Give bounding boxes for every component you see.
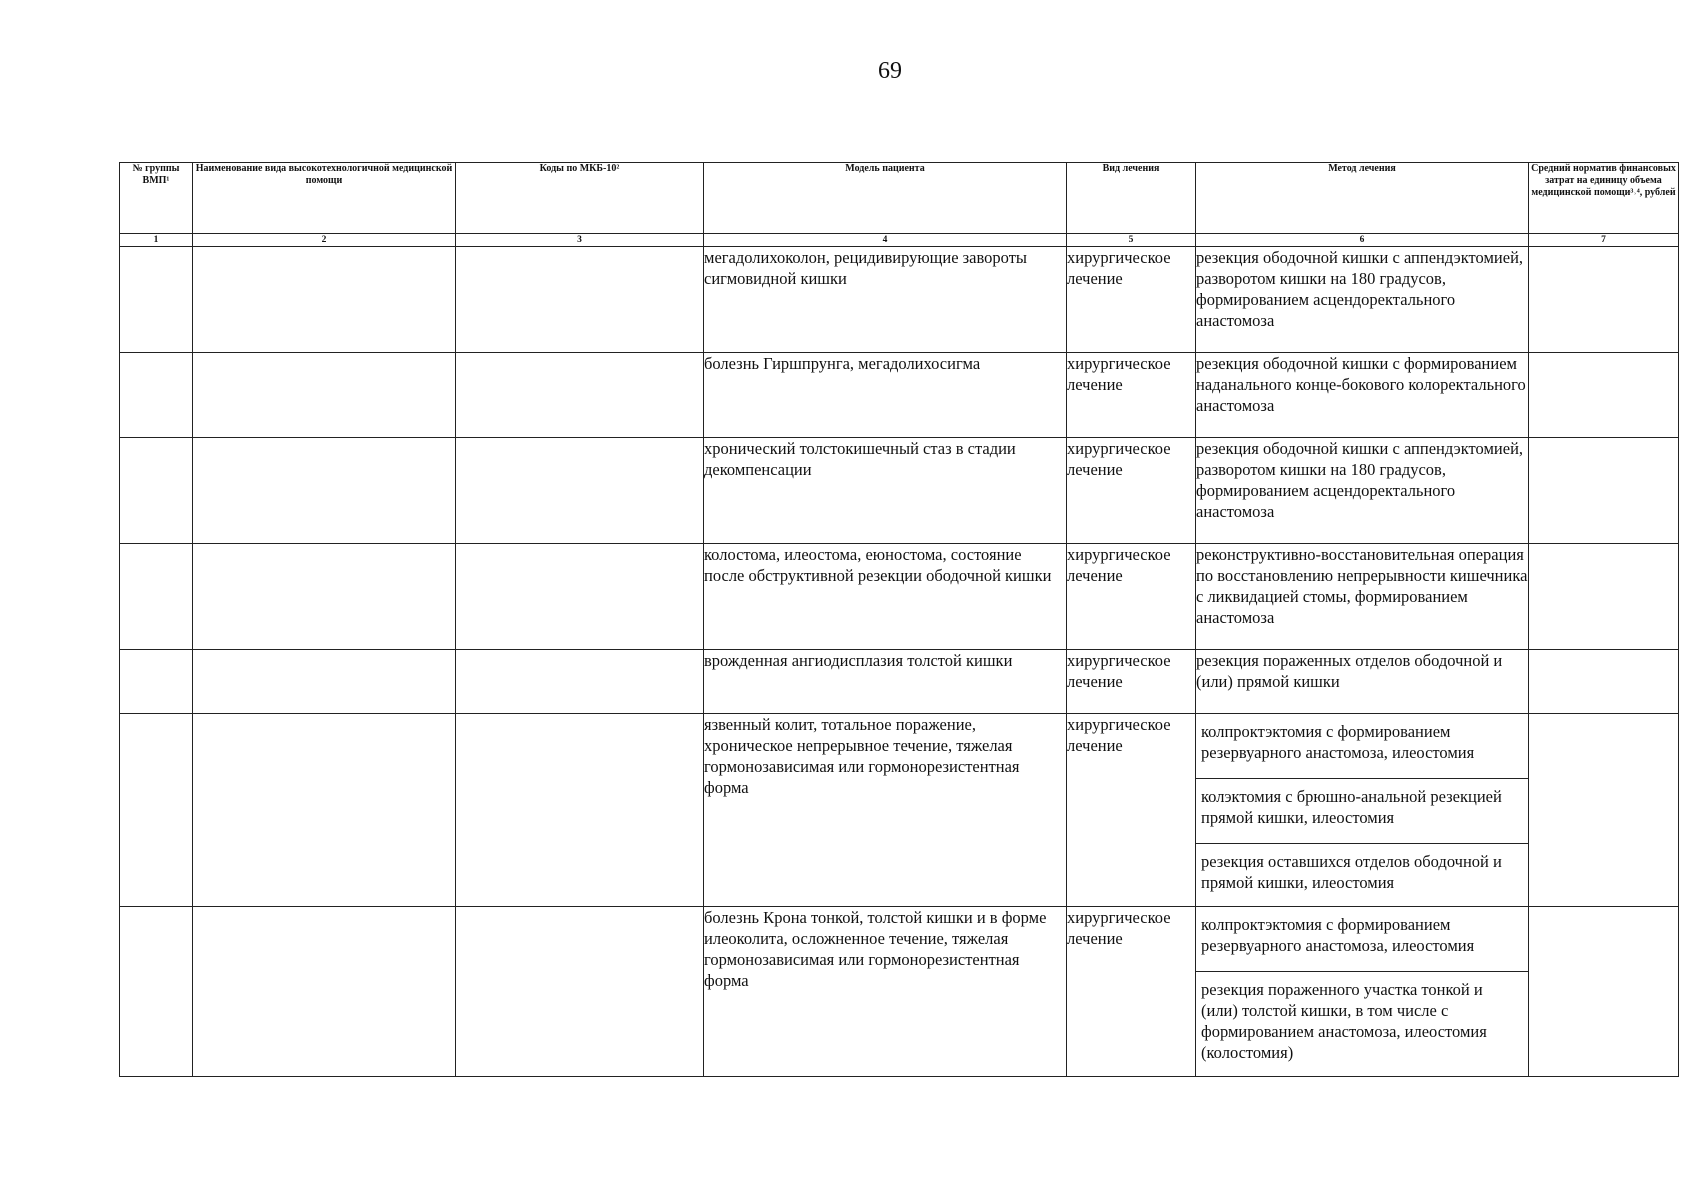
table-row (120, 544, 1679, 650)
treatment-type-cell: хирургическое лечение (1067, 353, 1196, 438)
icd-codes-cell (456, 438, 704, 544)
header-cost-norm: Средний норматив финансовых затрат на единицу объема медицинской помощи³˒⁴, рублей (1529, 163, 1679, 234)
cost-norm-cell (1529, 353, 1679, 438)
page-number: 69 (878, 58, 902, 84)
treatment-type-cell: хирургическое лечение (1067, 714, 1196, 907)
cost-norm-cell (1529, 544, 1679, 650)
icd-codes-cell (456, 650, 704, 714)
care-type-cell (193, 247, 456, 353)
column-number: 5 (1067, 234, 1196, 247)
group-number-cell (120, 544, 193, 650)
treatment-method-cell: резекция ободочной кишки с формированием наданального конце-бокового колоректального анастомоза (1196, 353, 1529, 438)
vmp-table (119, 162, 1679, 1077)
patient-model-cell: болезнь Крона тонкой, толстой кишки и в форме илеоколита, осложненное течение, тяжелая гормонозависимая или гормонорезистентная форма (704, 907, 1067, 1077)
icd-codes-cell (456, 544, 704, 650)
care-type-cell (193, 544, 456, 650)
treatment-method-cell: реконструктивно-восстановительная операция по восстановлению непрерывности кишечника с ликвидацией стомы, формированием анастомоза (1196, 544, 1529, 650)
group-number-cell (120, 907, 193, 1077)
treatment-method-option: резекция оставшихся отделов ободочной и прямой кишки, илеостомия (1196, 843, 1528, 906)
column-number: 2 (193, 234, 456, 247)
patient-model-cell: хронический толстокишечный стаз в стадии декомпенсации (704, 438, 1067, 544)
treatment-method-option: колпроктэктомия с формированием резервуарного анастомоза, илеостомия (1201, 722, 1475, 762)
treatment-method-cell (1196, 907, 1529, 1077)
treatment-method-cell: резекция пораженных отделов ободочной и (или) прямой кишки (1196, 650, 1529, 714)
treatment-method-cell: резекция ободочной кишки с аппендэктомией, разворотом кишки на 180 градусов, формированием асцендоректального анастомоза (1196, 438, 1529, 544)
group-number-cell (120, 714, 193, 907)
care-type-cell (193, 353, 456, 438)
column-number: 6 (1196, 234, 1529, 247)
care-type-cell (193, 438, 456, 544)
table-row (120, 247, 1679, 353)
icd-codes-cell (456, 353, 704, 438)
group-number-cell (120, 247, 193, 353)
cost-norm-cell (1529, 650, 1679, 714)
table-row (120, 353, 1679, 438)
patient-model-cell: мегадолихоколон, рецидивирующие завороты сигмовидной кишки (704, 247, 1067, 353)
patient-model-cell: болезнь Гиршпрунга, мегадолихосигма (704, 353, 1067, 438)
patient-model-cell: колостома, илеостома, еюностома, состояние после обструктивной резекции ободочной кишки (704, 544, 1067, 650)
care-type-cell (193, 714, 456, 907)
icd-codes-cell (456, 907, 704, 1077)
treatment-type-cell: хирургическое лечение (1067, 247, 1196, 353)
treatment-type-cell: хирургическое лечение (1067, 907, 1196, 1077)
care-type-cell (193, 650, 456, 714)
care-type-cell (193, 907, 456, 1077)
column-number: 7 (1529, 234, 1679, 247)
patient-model-cell: язвенный колит, тотальное поражение, хроническое непрерывное течение, тяжелая гормонозависимая или гормонорезистентная форма (704, 714, 1067, 907)
treatment-method-option: колэктомия с брюшно-анальной резекцией прямой кишки, илеостомия (1196, 778, 1528, 843)
group-number-cell (120, 438, 193, 544)
column-number-row (120, 234, 1679, 247)
header-care-type: Наименование вида высокотехнологичной медицинской помощи (193, 163, 456, 234)
cost-norm-cell (1529, 247, 1679, 353)
group-number-cell (120, 650, 193, 714)
patient-model-cell: врожденная ангиодисплазия толстой кишки (704, 650, 1067, 714)
table-row (120, 907, 1679, 1077)
cost-norm-cell (1529, 907, 1679, 1077)
table-row (120, 650, 1679, 714)
treatment-type-cell: хирургическое лечение (1067, 650, 1196, 714)
header-patient-model: Модель пациента (704, 163, 1067, 234)
column-number: 3 (456, 234, 704, 247)
treatment-type-cell: хирургическое лечение (1067, 438, 1196, 544)
icd-codes-cell (456, 714, 704, 907)
treatment-type-cell: хирургическое лечение (1067, 544, 1196, 650)
treatment-method-option: резекция пораженного участка тонкой и (или) толстой кишки, в том числе с формированием анастомоза, илеостомия (колостомия) (1196, 971, 1528, 1070)
column-number: 4 (704, 234, 1067, 247)
header-icd-codes: Коды по МКБ-10² (456, 163, 704, 234)
header-group-number: № группы ВМП¹ (120, 163, 193, 234)
header-row (120, 163, 1679, 234)
treatment-method-cell: резекция ободочной кишки с аппендэктомией, разворотом кишки на 180 градусов, формированием асцендоректального анастомоза (1196, 247, 1529, 353)
cost-norm-cell (1529, 438, 1679, 544)
header-treatment-method: Метод лечения (1196, 163, 1529, 234)
table-row (120, 714, 1679, 907)
header-treatment-type: Вид лечения (1067, 163, 1196, 234)
cost-norm-cell (1529, 714, 1679, 907)
icd-codes-cell (456, 247, 704, 353)
treatment-method-option: колпроктэктомия с формированием резервуарного анастомоза, илеостомия (1201, 915, 1475, 955)
treatment-method-cell (1196, 714, 1529, 907)
group-number-cell (120, 353, 193, 438)
column-number: 1 (120, 234, 193, 247)
table-row (120, 438, 1679, 544)
